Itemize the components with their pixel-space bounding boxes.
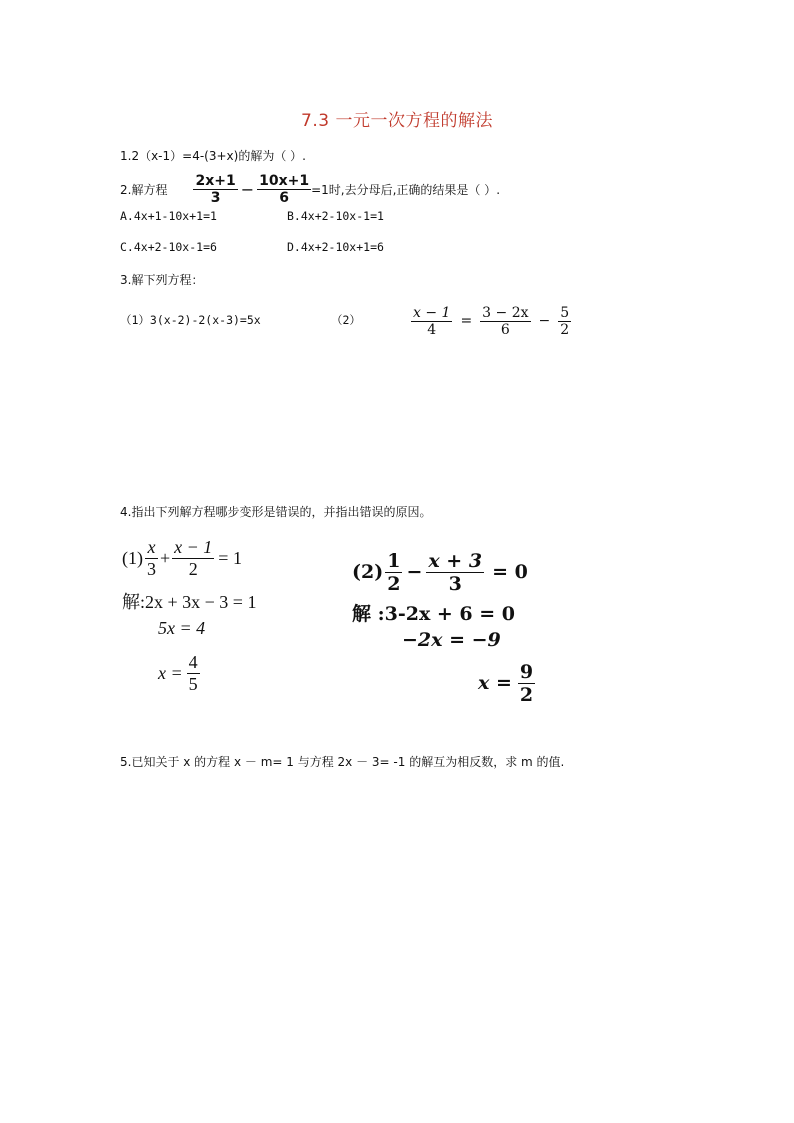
q4-left-step-3-numerator: 4 (188, 651, 198, 672)
q4-right-rhs: = 0 (492, 561, 528, 583)
q2-fraction-2-denominator: 6 (279, 189, 289, 206)
q4-left-fraction-1-numerator: x (145, 537, 158, 559)
question-1: 1.2（x-1）=4-(3+x)的解为（ ）. (120, 149, 306, 163)
q3-minus-sign: − (538, 313, 551, 329)
q4-right-minus-sign: − (406, 561, 423, 583)
q4-right-fraction-1-numerator: 1 (387, 549, 401, 572)
q2-fraction-2-numerator: 10x+1 (259, 172, 310, 189)
q4-right-fraction-2-numerator: x + 3 (428, 549, 483, 572)
q2-fraction-1 (193, 173, 237, 206)
question-3-heading: 3.解下列方程： (120, 273, 204, 287)
q3-fraction-2-numerator: 3 − 2x (482, 304, 529, 321)
q4-right-step-2: −2x = −9 (402, 629, 501, 651)
question-3-part-2-equation (411, 299, 571, 343)
q4-right-step-3-fraction (518, 661, 535, 706)
q4-left-fraction-1 (145, 537, 158, 580)
q4-right-step-3-numerator: 9 (519, 660, 534, 683)
q4-left-equation (122, 535, 242, 581)
option-c: C.4x+2-10x-1=6 (120, 240, 217, 254)
q2-fraction-1-numerator: 2x+1 (195, 172, 236, 189)
q4-left-step-3-denominator: 5 (188, 673, 198, 694)
q3-fraction-1-denominator: 4 (427, 321, 437, 338)
q3-fraction-1 (411, 305, 452, 338)
q2-fraction-1-denominator: 3 (210, 189, 221, 206)
q3-fraction-3-denominator: 2 (560, 321, 570, 338)
q4-left-fraction-1-denominator: 3 (147, 558, 156, 579)
question-3-part-1: （1）3(x-2)-2(x-3)=5x (120, 313, 261, 327)
q4-left-fraction-2-denominator: 2 (188, 558, 198, 579)
q4-right-fraction-2-denominator: 3 (448, 572, 462, 595)
q4-left-step-2: 5x = 4 (158, 618, 206, 638)
q3-equals-sign: = (460, 313, 473, 329)
q4-right-equation (352, 546, 528, 598)
q4-right-step-3-lhs: x = (478, 672, 512, 694)
q4-left-label: (1) (122, 547, 143, 568)
q4-left-step-1: 解:2x + 3x − 3 = 1 (122, 592, 257, 612)
q4-right-fraction-1 (385, 550, 402, 595)
q4-right-step-3-denominator: 2 (519, 683, 534, 706)
q4-left-step-3 (158, 650, 200, 696)
q4-left-fraction-2 (172, 537, 214, 580)
option-b: B.4x+2-10x-1=1 (287, 209, 384, 223)
q4-left-rhs: = 1 (218, 547, 242, 568)
q2-minus-sign: − (240, 179, 255, 199)
q3-fraction-2-denominator: 6 (500, 321, 510, 338)
q4-left-step-3-lhs: x = (158, 662, 183, 683)
q4-right-fraction-2 (426, 550, 484, 595)
q4-left-step-3-fraction (187, 652, 200, 695)
q4-left-plus-sign: + (160, 547, 171, 568)
page-title: 7.3 一元一次方程的解法 (301, 111, 493, 131)
option-a: A.4x+1-10x+1=1 (120, 209, 217, 223)
question-2-suffix: =1时,去分母后,正确的结果是（ ）. (311, 182, 501, 197)
question-4-heading: 4.指出下列解方程哪步变形是错误的，并指出错误的原因。 (120, 505, 432, 519)
q4-right-fraction-1-denominator: 2 (387, 572, 401, 595)
q2-fraction-2 (257, 173, 311, 206)
question-2-prefix: 2.解方程 (120, 182, 168, 197)
question-5: 5.已知关于 x 的方程 x － m= 1 与方程 2x － 3= -1 的解互为相反数，求 m 的值. (120, 755, 565, 769)
option-d: D.4x+2-10x+1=6 (287, 240, 384, 254)
q4-right-step-1: 解 :3-2x + 6 = 0 (352, 603, 516, 625)
q4-right-step-3 (478, 658, 535, 708)
q3-fraction-3-numerator: 5 (560, 304, 570, 321)
q3-fraction-3 (558, 305, 571, 338)
q3-fraction-2 (480, 305, 530, 338)
q4-right-label: (2) (352, 561, 384, 583)
question-2 (120, 166, 500, 212)
q4-left-fraction-2-numerator: x − 1 (174, 536, 213, 557)
q3-fraction-1-numerator: x − 1 (413, 304, 451, 321)
question-3-part-2-label: （2） (331, 313, 361, 327)
